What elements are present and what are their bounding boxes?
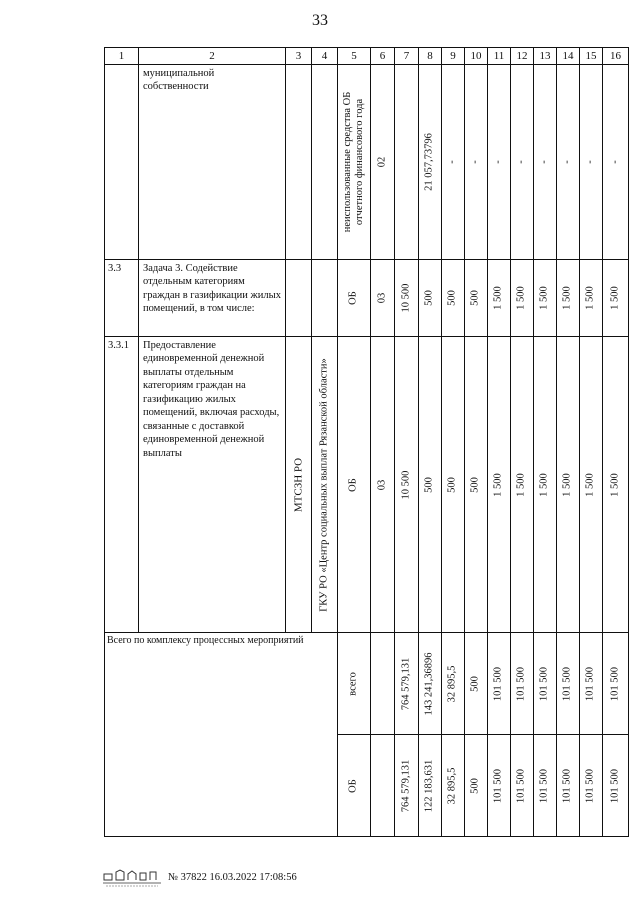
total-value-upper: 101 500: [561, 666, 573, 701]
program-table: [104, 47, 629, 837]
year-value: 500: [446, 476, 458, 493]
year-value: 1 500: [561, 286, 573, 310]
table-row: [105, 65, 629, 260]
row-name: Предоставление единовременной денежной выплаты отдельным категориям граждан на газификацию жилых помещений, включая расходы, связанные с доставкой единовременной денежной выплаты: [139, 337, 286, 633]
year-value-cell: [511, 337, 534, 633]
col-number: 11: [488, 48, 511, 65]
row-code: 3.3.1: [105, 337, 139, 633]
participant-text: ГКУ РО «Центр социальных выплат Рязанской области»: [318, 357, 330, 612]
code-cell: [371, 260, 395, 337]
year-value-cell: [534, 65, 557, 260]
col-number: 10: [465, 48, 488, 65]
table-row: [105, 260, 629, 337]
total-value-cell: [442, 633, 465, 837]
total-value-upper: 500: [469, 675, 481, 692]
year-value-cell: [419, 337, 442, 633]
total-value-lower: 101 500: [538, 768, 550, 803]
page-number: 33: [312, 12, 328, 29]
row-code: 3.3: [105, 260, 139, 337]
year-value-cell: [557, 337, 580, 633]
column-number-row: [105, 48, 629, 65]
col-number: 15: [580, 48, 603, 65]
total-value-cell: [488, 633, 511, 837]
executor-cell: [286, 337, 312, 633]
total-value-lower: 764 579,131: [400, 759, 412, 812]
year-value-cell: [580, 65, 603, 260]
executor-text: МТСЗН РО: [291, 457, 304, 512]
total-value-cell: [534, 633, 557, 837]
year-value: 1 500: [538, 472, 550, 497]
total-value-cell: [511, 633, 534, 837]
col-number: 14: [557, 48, 580, 65]
year-value: -: [561, 160, 573, 164]
year-value-cell: [511, 65, 534, 260]
col-number: 4: [312, 48, 338, 65]
col-number: 2: [139, 48, 286, 65]
year-value-cell: [603, 337, 629, 633]
code-text: 03: [376, 292, 388, 304]
executor-cell: [286, 260, 312, 337]
total-label: Всего по комплексу процессных мероприятий: [105, 633, 338, 837]
total-value-lower: 122 183,631: [423, 759, 435, 812]
year-value: 1 500: [538, 286, 550, 310]
total-value-cell: [580, 633, 603, 837]
table-row: [105, 337, 629, 633]
year-value: -: [446, 160, 458, 164]
year-value: 500: [423, 290, 435, 306]
total-source-lower: ОБ: [347, 778, 359, 793]
year-value-cell: [442, 337, 465, 633]
total-source-cell: [338, 633, 371, 837]
source-text: ОБ: [347, 477, 359, 492]
total-value-lower: 101 500: [609, 768, 621, 803]
year-value-cell: [534, 260, 557, 337]
total-cell: [395, 337, 419, 633]
year-value: 21 057,73796: [423, 133, 435, 191]
total-source-upper: всего: [347, 671, 359, 696]
col-number: 9: [442, 48, 465, 65]
year-value: 1 500: [561, 472, 573, 497]
total-value-lower: 500: [469, 777, 481, 794]
year-value: -: [609, 160, 621, 164]
total-value-upper: 764 579,131: [400, 657, 412, 710]
total-cell: [395, 260, 419, 337]
total-value-upper: 101 500: [609, 666, 621, 701]
code-cell: [371, 65, 395, 260]
year-value-cell: [465, 337, 488, 633]
total-code-cell: [371, 633, 395, 837]
year-value: 500: [469, 476, 481, 493]
row-code: [105, 65, 139, 260]
total-value-upper: 143 241,36896: [423, 652, 435, 715]
total-value-upper: 101 500: [515, 666, 527, 701]
total-value-cell: [419, 633, 442, 837]
year-value: 1 500: [515, 286, 527, 310]
source-cell: [338, 260, 371, 337]
total-value-cell: [603, 633, 629, 837]
year-value: 500: [446, 290, 458, 306]
total-value-cell: [395, 633, 419, 837]
year-value: -: [584, 160, 596, 164]
total-value-upper: 101 500: [538, 666, 550, 701]
year-value: 500: [469, 290, 481, 306]
year-value-cell: [603, 260, 629, 337]
participant-cell: [312, 65, 338, 260]
year-value-cell: [488, 337, 511, 633]
year-value-cell: [580, 260, 603, 337]
row-name: муниципальной собственности: [139, 65, 286, 260]
col-number: 7: [395, 48, 419, 65]
col-number: 13: [534, 48, 557, 65]
total-value-upper: 101 500: [584, 666, 596, 701]
code-text: 02: [376, 156, 388, 168]
year-value-cell: [465, 260, 488, 337]
year-value-cell: [419, 260, 442, 337]
col-number: 12: [511, 48, 534, 65]
col-number: 3: [286, 48, 312, 65]
year-value-cell: [511, 260, 534, 337]
year-value-cell: [465, 65, 488, 260]
year-value: -: [469, 160, 481, 164]
code-cell: [371, 337, 395, 633]
year-value: 1 500: [584, 286, 596, 310]
year-value-cell: [442, 65, 465, 260]
col-number: 5: [338, 48, 371, 65]
row-name: Задача 3. Содействие отдельным категориям граждан в газификации жилых помещений, в том числе:: [139, 260, 286, 337]
registry-stamp-icon: [102, 866, 162, 888]
year-value: 1 500: [492, 286, 504, 310]
total-value-lower: 101 500: [492, 768, 504, 803]
total-value-lower: 101 500: [584, 768, 596, 803]
year-value: 1 500: [584, 472, 596, 497]
total-value-lower: 32 895,5: [446, 767, 458, 804]
total-text: 10 500: [400, 470, 412, 499]
year-value: 1 500: [492, 472, 504, 497]
document-footer: [102, 866, 297, 888]
source-text: ОБ: [347, 291, 359, 305]
year-value: 500: [423, 476, 435, 493]
year-value-cell: [557, 260, 580, 337]
total-row: [105, 633, 629, 837]
total-cell: [395, 65, 419, 260]
total-value-cell: [465, 633, 488, 837]
total-value-upper: 32 895,5: [446, 665, 458, 702]
col-number: 6: [371, 48, 395, 65]
year-value: -: [515, 160, 527, 164]
registry-number: № 37822 16.03.2022 17:08:56: [168, 871, 297, 883]
source-cell: [338, 337, 371, 633]
source-text: неиспользованные средства ОБ отчетного финансового года: [341, 91, 365, 233]
year-value: -: [538, 160, 550, 164]
year-value-cell: [419, 65, 442, 260]
year-value-cell: [557, 65, 580, 260]
total-value-cell: [557, 633, 580, 837]
year-value-cell: [603, 65, 629, 260]
year-value: -: [492, 160, 504, 164]
participant-cell: [312, 260, 338, 337]
total-value-upper: 101 500: [492, 666, 504, 701]
col-number: 8: [419, 48, 442, 65]
source-cell: [338, 65, 371, 260]
participant-cell: [312, 337, 338, 633]
total-text: 10 500: [400, 283, 412, 313]
total-value-lower: 101 500: [561, 768, 573, 803]
year-value-cell: [534, 337, 557, 633]
year-value: 1 500: [609, 472, 621, 497]
total-value-lower: 101 500: [515, 768, 527, 803]
code-text: 03: [376, 479, 388, 490]
year-value: 1 500: [609, 286, 621, 310]
year-value-cell: [580, 337, 603, 633]
year-value-cell: [488, 65, 511, 260]
year-value-cell: [488, 260, 511, 337]
col-number: 16: [603, 48, 629, 65]
year-value: 1 500: [515, 472, 527, 497]
col-number: 1: [105, 48, 139, 65]
executor-cell: [286, 65, 312, 260]
year-value-cell: [442, 260, 465, 337]
